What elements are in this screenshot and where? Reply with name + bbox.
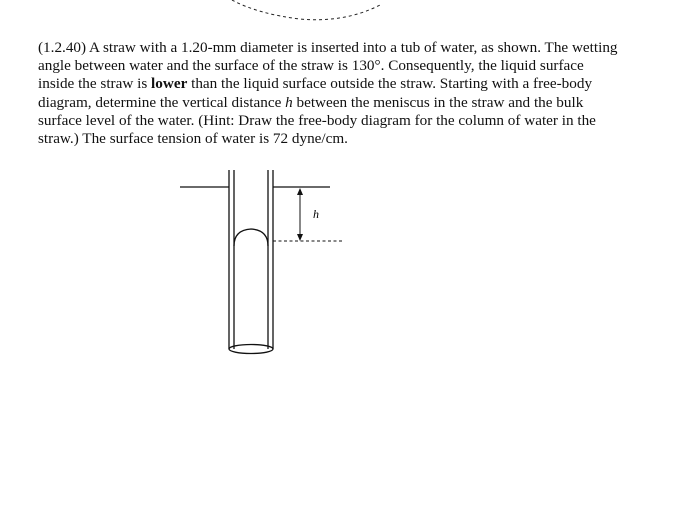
meniscus (234, 229, 268, 246)
straw-bottom (229, 345, 273, 354)
problem-statement (38, 39, 663, 148)
dimension-arrow-bottom (297, 234, 303, 241)
problem-line-6: straw.) The surface tension of water is 72 dyne/cm. (38, 130, 348, 148)
straw-in-water-diagram (170, 168, 360, 368)
problem-line-2: angle between water and the surface of the straw is 130°. Consequently, the liquid surface (38, 57, 584, 75)
problem-line-3: inside the straw is lower than the liquid surface outside the straw. Starting with a free-body (38, 75, 593, 93)
problem-line-1: (1.2.40) A straw with a 1.20-mm diameter is inserted into a tub of water, as shown. The wetting (38, 39, 618, 56)
dimension-arrow-top (297, 188, 303, 195)
previous-figure-dashed-arc (0, 0, 700, 30)
problem-line-5: surface level of the water. (Hint: Draw the free-body diagram for the column of water in the (38, 111, 596, 129)
problem-line-4: diagram, determine the vertical distance h between the meniscus in the straw and the bulk (38, 93, 584, 111)
variable-h: h (285, 93, 293, 111)
dimension-label-h: h (313, 207, 319, 221)
problem-number: (1.2.40) (38, 39, 87, 56)
emphasis-lower: lower (151, 75, 188, 93)
